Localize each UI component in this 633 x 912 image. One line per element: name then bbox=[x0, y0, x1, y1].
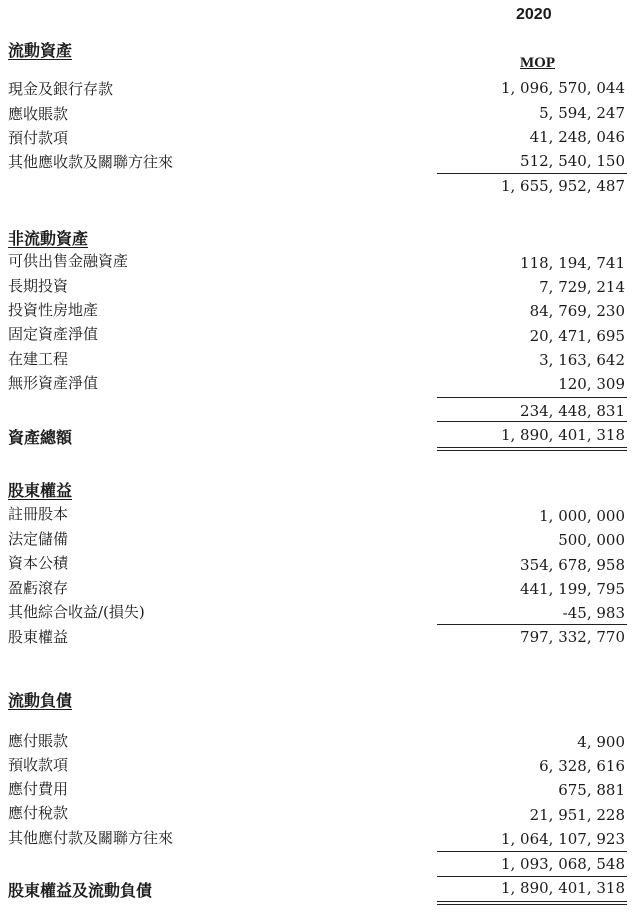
row-value: -45, 983 bbox=[562, 604, 625, 622]
total-assets-value: 1, 890, 401, 318 bbox=[500, 426, 625, 444]
row-value: 21, 951, 228 bbox=[529, 806, 625, 824]
subtotal-value: 1, 655, 952, 487 bbox=[500, 177, 625, 195]
section-title-current-assets: 流動資產 bbox=[8, 41, 73, 60]
row-label: 其他應付款及關聯方往來 bbox=[8, 829, 174, 847]
row-label: 盈虧滾存 bbox=[8, 579, 69, 597]
equity-total-value: 797, 332, 770 bbox=[520, 628, 625, 646]
subtotal-rule bbox=[437, 624, 627, 625]
row-value: 5, 594, 247 bbox=[539, 104, 625, 122]
currency-heading: MOP bbox=[520, 55, 555, 71]
row-label: 法定儲備 bbox=[8, 530, 69, 548]
row-value: 4, 900 bbox=[577, 733, 625, 751]
row-value: 7, 729, 214 bbox=[539, 278, 625, 296]
row-label: 現金及銀行存款 bbox=[8, 80, 114, 98]
section-title-current-liabilities: 流動負債 bbox=[8, 691, 73, 710]
total-equity-liabilities-label: 股東權益及流動負債 bbox=[8, 881, 153, 900]
year-heading: 2020 bbox=[516, 6, 552, 23]
total-rule bbox=[437, 421, 627, 422]
row-value: 84, 769, 230 bbox=[529, 302, 625, 320]
row-label: 預付款項 bbox=[8, 129, 69, 147]
row-label: 其他綜合收益/(損失) bbox=[8, 603, 145, 621]
row-value: 354, 678, 958 bbox=[520, 556, 625, 574]
row-value: 120, 309 bbox=[558, 375, 625, 393]
row-label: 在建工程 bbox=[8, 350, 69, 368]
row-label: 應付賬款 bbox=[8, 732, 69, 750]
row-label: 註冊股本 bbox=[8, 505, 69, 523]
row-value: 1, 000, 000 bbox=[539, 507, 625, 525]
total-double-rule bbox=[437, 447, 627, 451]
total-rule bbox=[437, 876, 627, 877]
section-title-non-current-assets: 非流動資產 bbox=[8, 229, 89, 248]
total-equity-liabilities-value: 1, 890, 401, 318 bbox=[500, 879, 625, 897]
row-value: 500, 000 bbox=[558, 531, 625, 549]
section-title-equity: 股東權益 bbox=[8, 481, 73, 500]
subtotal-rule bbox=[437, 397, 627, 398]
row-label: 投資性房地產 bbox=[8, 301, 99, 319]
row-label: 應收賬款 bbox=[8, 105, 69, 123]
row-value: 512, 540, 150 bbox=[520, 152, 625, 170]
row-value: 1, 064, 107, 923 bbox=[500, 830, 625, 848]
row-value: 441, 199, 795 bbox=[520, 580, 625, 598]
total-assets-label: 資產總額 bbox=[8, 428, 73, 447]
row-value: 3, 163, 642 bbox=[539, 351, 625, 369]
row-label: 預收款項 bbox=[8, 756, 69, 774]
row-label: 無形資產淨值 bbox=[8, 374, 99, 392]
row-value: 20, 471, 695 bbox=[529, 327, 625, 345]
row-value: 118, 194, 741 bbox=[520, 254, 625, 272]
row-label: 應付費用 bbox=[8, 780, 69, 798]
row-label: 可供出售金融資產 bbox=[8, 252, 129, 270]
equity-total-label: 股東權益 bbox=[8, 628, 69, 646]
total-double-rule bbox=[437, 901, 627, 905]
row-label: 長期投資 bbox=[8, 277, 69, 295]
row-label: 應付稅款 bbox=[8, 804, 69, 822]
row-label: 資本公積 bbox=[8, 554, 69, 572]
subtotal-value: 1, 093, 068, 548 bbox=[500, 855, 625, 873]
row-label: 固定資產淨值 bbox=[8, 325, 99, 343]
row-value: 41, 248, 046 bbox=[529, 128, 625, 146]
row-value: 1, 096, 570, 044 bbox=[500, 79, 625, 97]
row-value: 6, 328, 616 bbox=[539, 757, 625, 775]
subtotal-value: 234, 448, 831 bbox=[520, 402, 625, 420]
row-label: 其他應收款及關聯方往來 bbox=[8, 153, 174, 171]
subtotal-rule bbox=[437, 851, 627, 852]
subtotal-rule bbox=[437, 173, 627, 174]
row-value: 675, 881 bbox=[558, 781, 625, 799]
